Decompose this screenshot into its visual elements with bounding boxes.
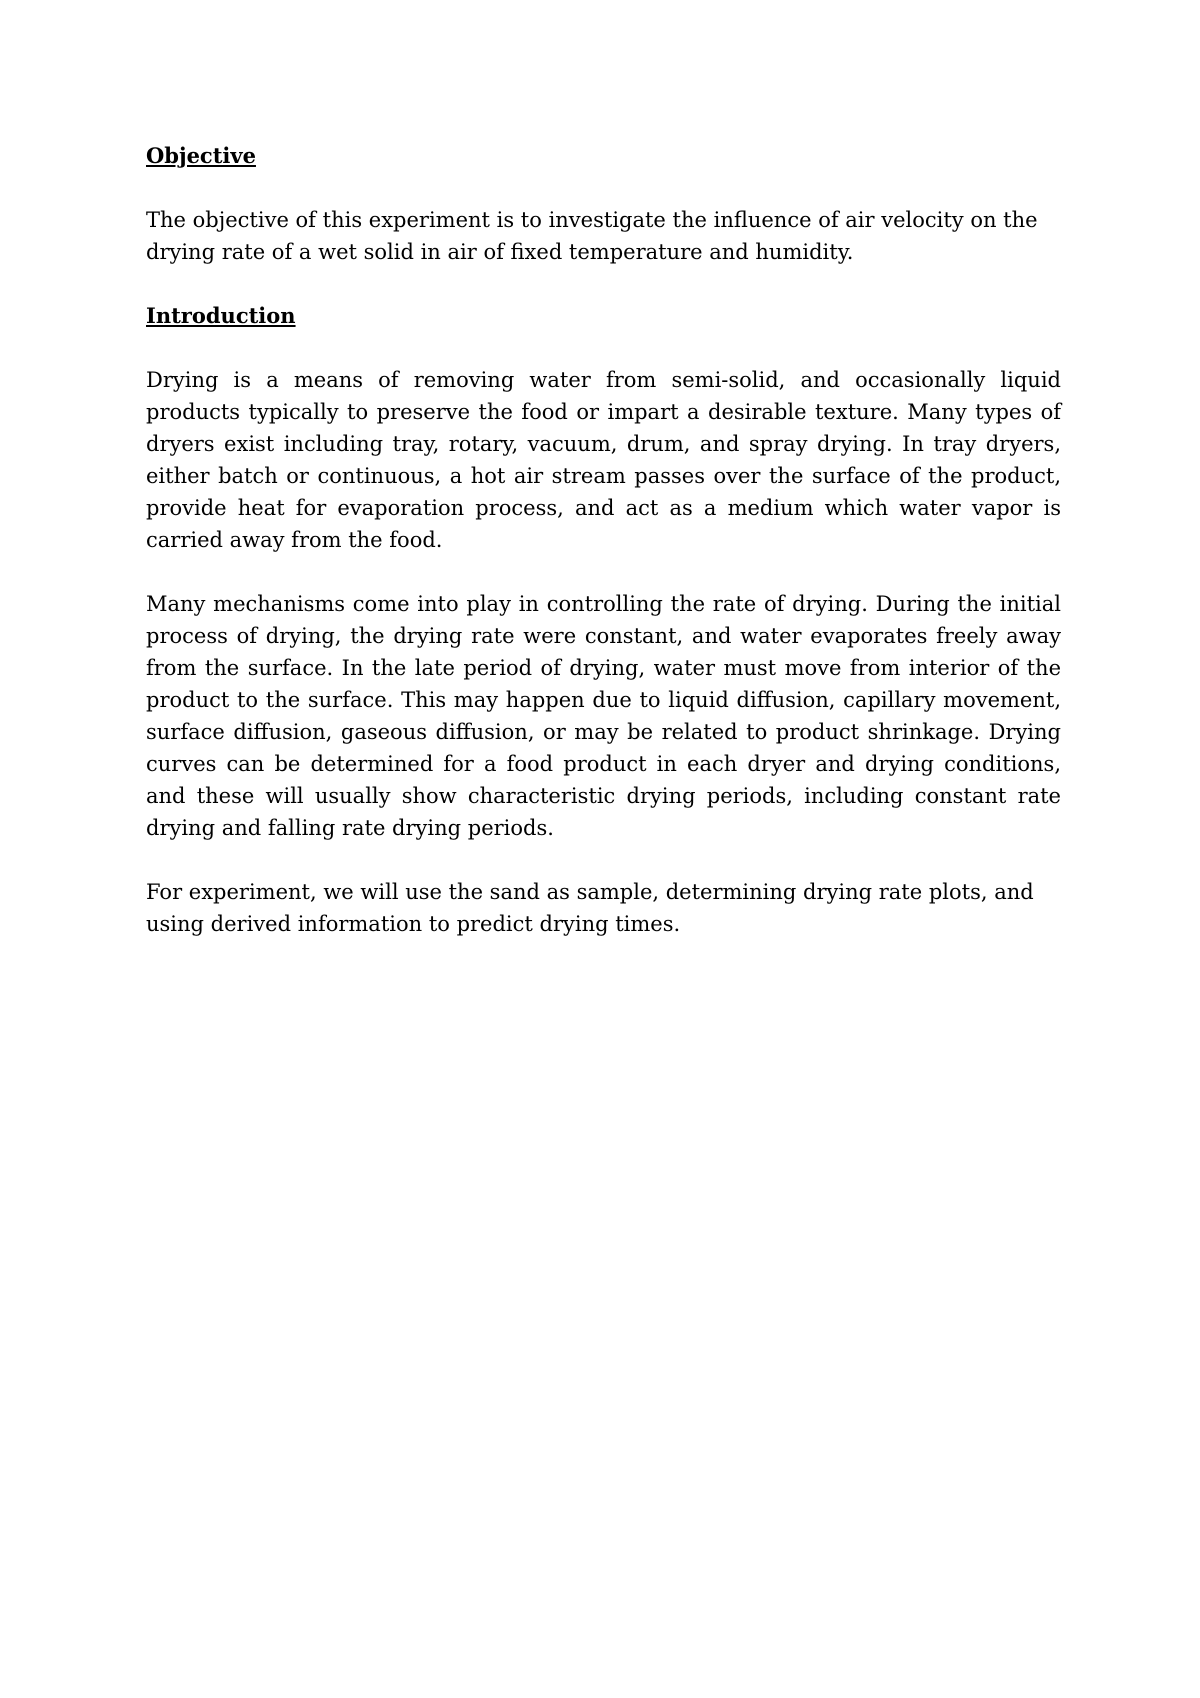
introduction-paragraph-2: Many mechanisms come into play in controlling the rate of drying. During the initial process of drying, the drying rate were constant, and water evaporates freely away from the surface. In the late period of drying, water must move from interior of the product to the surface. This may happen due to liquid diffusion, capillary movement, surface diffusion, gaseous diffusion, or may be related to product shrinkage. Drying curves can be determined for a food product in each dryer and drying conditions, and these will usually show characteristic drying periods, including constant rate drying and falling rate drying periods. bbox=[146, 592, 1061, 840]
spacer bbox=[146, 844, 1061, 876]
spacer bbox=[146, 332, 1061, 364]
introduction-paragraph-1: Drying is a means of removing water from semi-solid, and occasionally liquid products typically to preserve the food or impart a desirable texture. Many types of dryers exist including tray, rotary, vacuum, drum, and spray drying. In tray dryers, either batch or continuous, a hot air stream passes over the surface of the product, provide heat for evaporation process, and act as a medium which water vapor is carried away from the food. bbox=[146, 368, 1061, 552]
spacer bbox=[146, 172, 1061, 204]
introduction-paragraph-3: For experiment, we will use the sand as sample, determining drying rate plots, and using derived information to predict drying times. bbox=[146, 880, 1034, 936]
introduction-heading: Introduction bbox=[146, 303, 296, 328]
objective-heading: Objective bbox=[146, 143, 256, 168]
spacer bbox=[146, 556, 1061, 588]
objective-paragraph: The objective of this experiment is to investigate the influence of air velocity on the drying rate of a wet solid in air of fixed temperature and humidity. bbox=[146, 208, 1038, 264]
document-body bbox=[146, 140, 1061, 940]
spacer bbox=[146, 268, 1061, 300]
